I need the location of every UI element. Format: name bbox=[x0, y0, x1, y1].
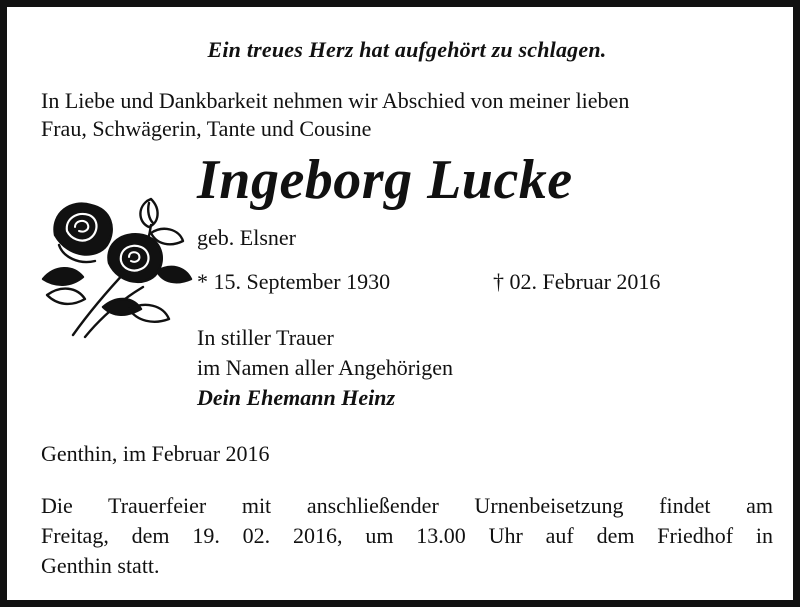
intro-line-2: Frau, Schwägerin, Tante und Cousine bbox=[41, 116, 372, 141]
mourning-line-1: In stiller Trauer bbox=[197, 325, 334, 350]
mourning-line-2: im Namen aller Angehörigen bbox=[197, 355, 453, 380]
motto: Ein treues Herz hat aufgehört zu schlagen. bbox=[207, 37, 607, 62]
deceased-name: Ingeborg Lucke bbox=[197, 149, 573, 211]
life-dates bbox=[197, 269, 717, 299]
maiden-name: geb. Elsner bbox=[197, 225, 296, 250]
intro-line-1: In Liebe und Dankbarkeit nehmen wir Abschied von meiner lieben bbox=[41, 88, 630, 113]
mourning-signer: Dein Ehemann Heinz bbox=[197, 385, 396, 410]
funeral-line-1: Die Trauerfeier mit anschließender Urnenbeisetzung findet am bbox=[41, 493, 773, 518]
place-date: Genthin, im Februar 2016 bbox=[41, 441, 270, 466]
intro-text bbox=[41, 87, 781, 143]
death-date: † 02. Februar 2016 bbox=[493, 269, 661, 294]
funeral-line-2: Freitag, dem 19. 02. 2016, um 13.00 Uhr auf dem Friedhof in bbox=[41, 523, 773, 548]
birth-date: * 15. September 1930 bbox=[197, 269, 391, 294]
roses-icon bbox=[33, 187, 203, 342]
mourning-block bbox=[197, 323, 453, 413]
funeral-line-3: Genthin statt. bbox=[41, 553, 160, 578]
funeral-notice bbox=[41, 491, 773, 581]
